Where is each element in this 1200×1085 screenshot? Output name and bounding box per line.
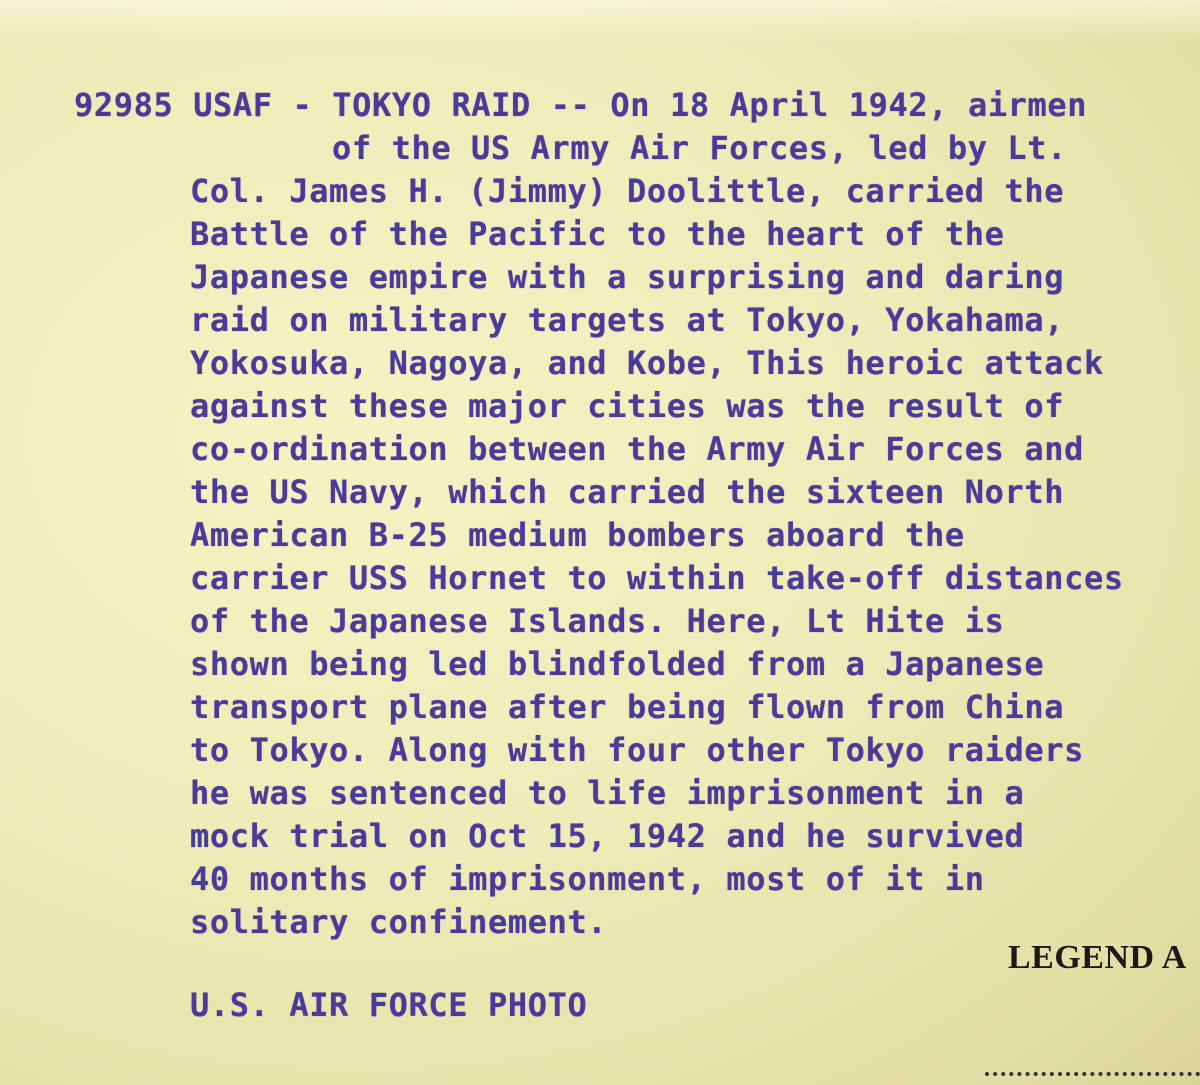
caption-line-11: carrier USS Hornet to within take-off distances <box>190 559 1124 597</box>
caption-line-7: against these major cities was the result of <box>190 387 1065 425</box>
caption-line-5: raid on military targets at Tokyo, Yokahama, <box>190 301 1065 339</box>
caption-line-3: Battle of the Pacific to the heart of the <box>190 215 1005 253</box>
caption-line-9: the US Navy, which carried the sixteen North <box>190 473 1065 511</box>
caption-line-18: 40 months of imprisonment, most of it in <box>190 860 985 898</box>
caption-line-14: transport plane after being flown from China <box>190 688 1065 726</box>
caption-line-10: American B-25 medium bombers aboard the <box>190 516 965 554</box>
caption-header-line: 92985 USAF - TOKYO RAID -- On 18 April 1942, airmen <box>74 86 1088 124</box>
caption-line-2: Col. James H. (Jimmy) Doolittle, carried the <box>190 172 1065 210</box>
caption-line-12: of the Japanese Islands. Here, Lt Hite is <box>190 602 1005 640</box>
caption-line-16: he was sentenced to life imprisonment in a <box>190 774 1025 812</box>
caption-line-19: solitary confinement. <box>190 903 608 941</box>
dotted-rule <box>985 1072 1200 1076</box>
paper-highlight <box>0 0 1200 40</box>
photo-credit: U.S. AIR FORCE PHOTO <box>190 986 588 1024</box>
caption-line-13: shown being led blindfolded from a Japanese <box>190 645 1045 683</box>
caption-line-4: Japanese empire with a surprising and daring <box>190 258 1065 296</box>
caption-line-17: mock trial on Oct 15, 1942 and he survived <box>190 817 1025 855</box>
caption-line-6: Yokosuka, Nagoya, and Kobe, This heroic attack <box>190 344 1104 382</box>
legend-stamp: LEGEND A <box>1008 939 1187 976</box>
caption-line-8: co-ordination between the Army Air Forces and <box>190 430 1084 468</box>
caption-line-1: of the US Army Air Forces, led by Lt. <box>332 129 1068 167</box>
caption-line-15: to Tokyo. Along with four other Tokyo raiders <box>190 731 1084 769</box>
